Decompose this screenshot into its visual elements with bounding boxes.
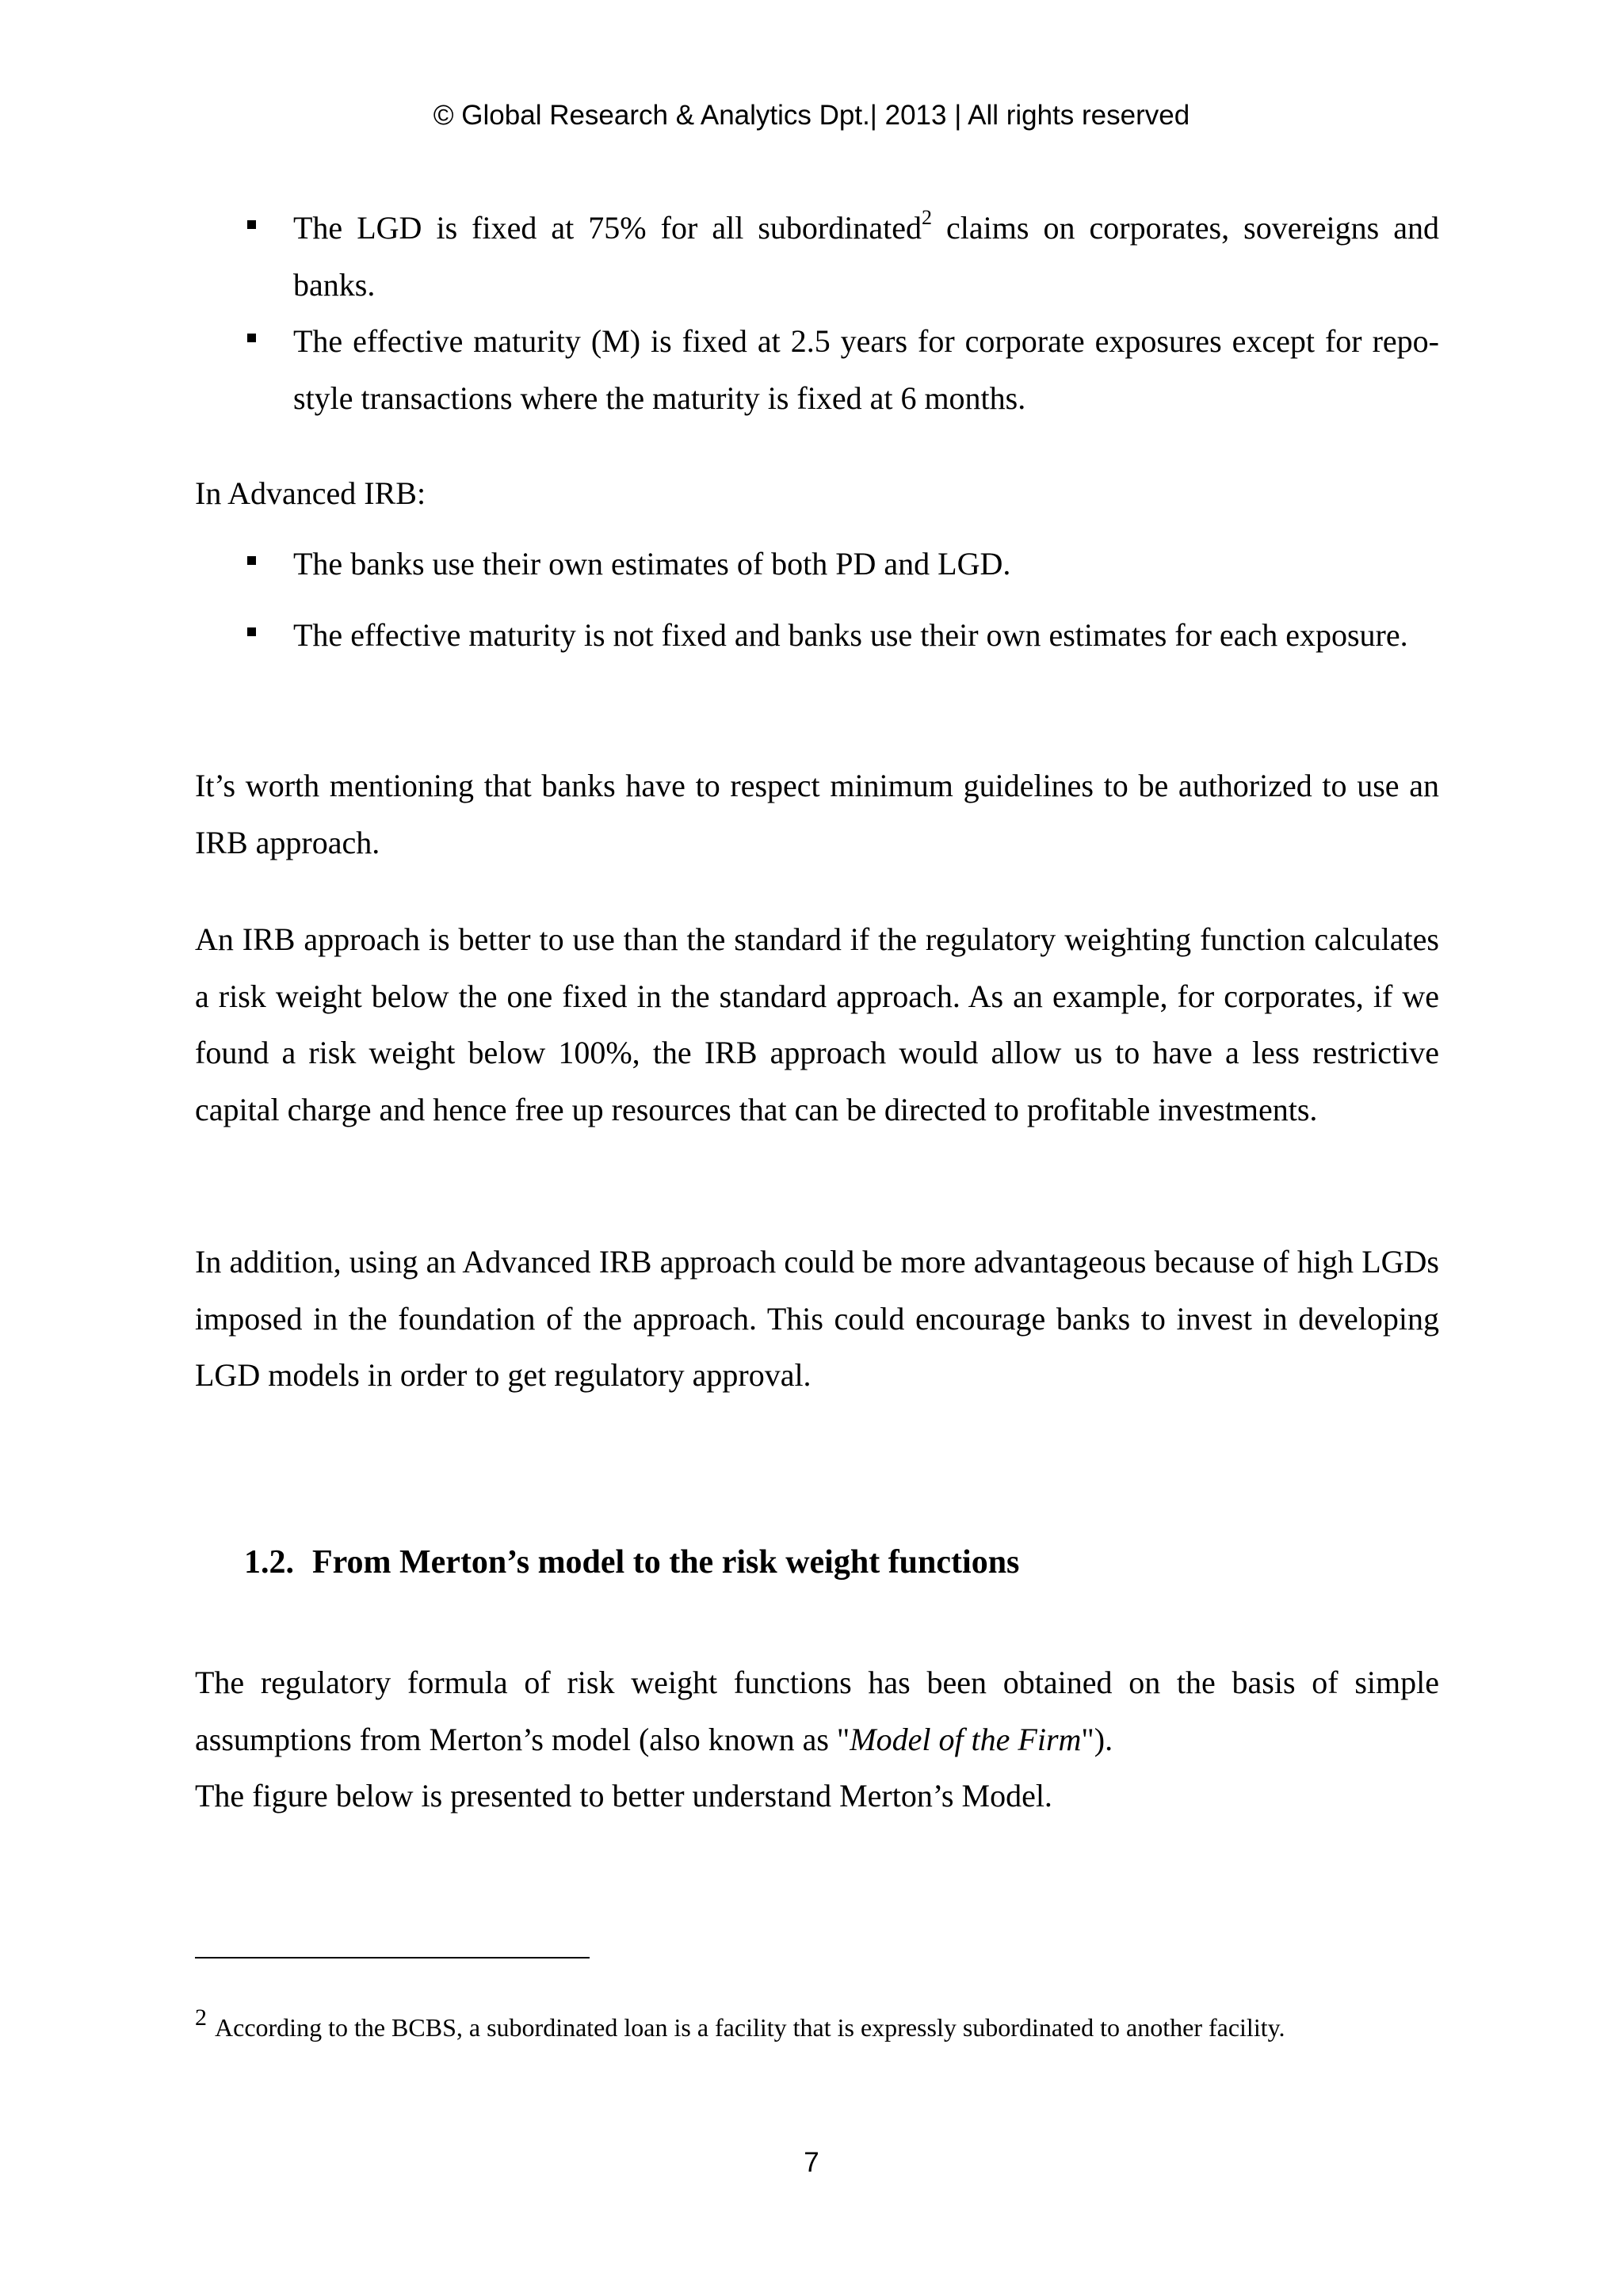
advanced-bullets-block-2 [195,607,1439,664]
italic-term: Model of the Firm [850,1721,1082,1757]
advanced-bullets-block [195,536,1439,593]
footnote-reference: 2 [921,206,932,229]
footnote-separator [195,1957,590,1958]
foundation-bullet-list [195,200,1439,426]
advanced-irb-intro [195,465,1439,522]
paragraph: The figure below is presented to better understand Merton’s Model. [195,1778,1052,1814]
paragraph: It’s worth mentioning that banks have to respect minimum guidelines to be authorized to use an IRB approach. [195,768,1439,860]
advanced-bullet-list [195,536,1439,593]
paragraph [195,1654,1439,1768]
bullet-lgd-fixed [195,200,1439,313]
footnote-number: 2 [195,2004,207,2031]
section-title: From Merton’s model to the risk weight functions [312,1544,1020,1581]
footnote [195,2004,1285,2046]
bullet-text: The effective maturity is not fixed and banks use their own estimates for each exposure. [293,617,1408,653]
bullet-effective-maturity-fixed [195,313,1439,426]
text-run: The regulatory formula of risk weight functions has been obtained on the basis of simple assumptions from Merton’s model (also known as " [195,1665,1439,1757]
bullet-text: The LGD is fixed at 75% for all subordinated [293,210,922,246]
advanced-bullet-list [195,607,1439,664]
bullet-effective-maturity-not-fixed [195,607,1439,664]
paragraph-irb-better [195,911,1439,1138]
page-number: 7 [804,2147,819,2178]
foundation-bullets-block [195,200,1439,426]
paragraph-advanced-advantage [195,1234,1439,1404]
square-bullet-icon [247,334,256,342]
paragraph-guidelines [195,757,1439,871]
paragraph-merton [195,1654,1439,1825]
square-bullet-icon [247,556,256,565]
page-header: © Global Research & Analytics Dpt.| 2013 | All rights reserved [433,100,1190,131]
section-number: 1.2. [244,1544,294,1581]
bullet-text: claims on corporates, sovereigns and banks. [293,210,1439,303]
bullet-text: The banks use their own estimates of both PD and LGD. [293,546,1011,582]
bullet-text: The effective maturity (M) is fixed at 2.5 years for corporate exposures except for repo-style transactions where the maturity is fixed at 6 months. [293,323,1439,416]
paragraph: In addition, using an Advanced IRB approach could be more advantageous because of high LGDs imposed in the foundation of the approach. This could encourage banks to invest in developing LGD models in order to get regulatory approval. [195,1244,1439,1393]
paragraph: An IRB approach is better to use than the standard if the regulatory weighting function calculates a risk weight below the one fixed in the standard approach. As an example, for corporates, if we found a risk weight below 100%, the IRB approach would allow us to have a less restrictive capital charge and hence free up resources that can be directed to profitable investments. [195,921,1439,1127]
text-run: "). [1081,1721,1113,1757]
bullet-own-estimates [195,536,1439,593]
footnote-text: According to the BCBS, a subordinated loan is a facility that is expressly subordinated to another facility. [215,2013,1285,2042]
square-bullet-icon [247,220,256,229]
section-heading [244,1539,1019,1586]
paragraph: In Advanced IRB: [195,475,426,511]
square-bullet-icon [247,627,256,636]
